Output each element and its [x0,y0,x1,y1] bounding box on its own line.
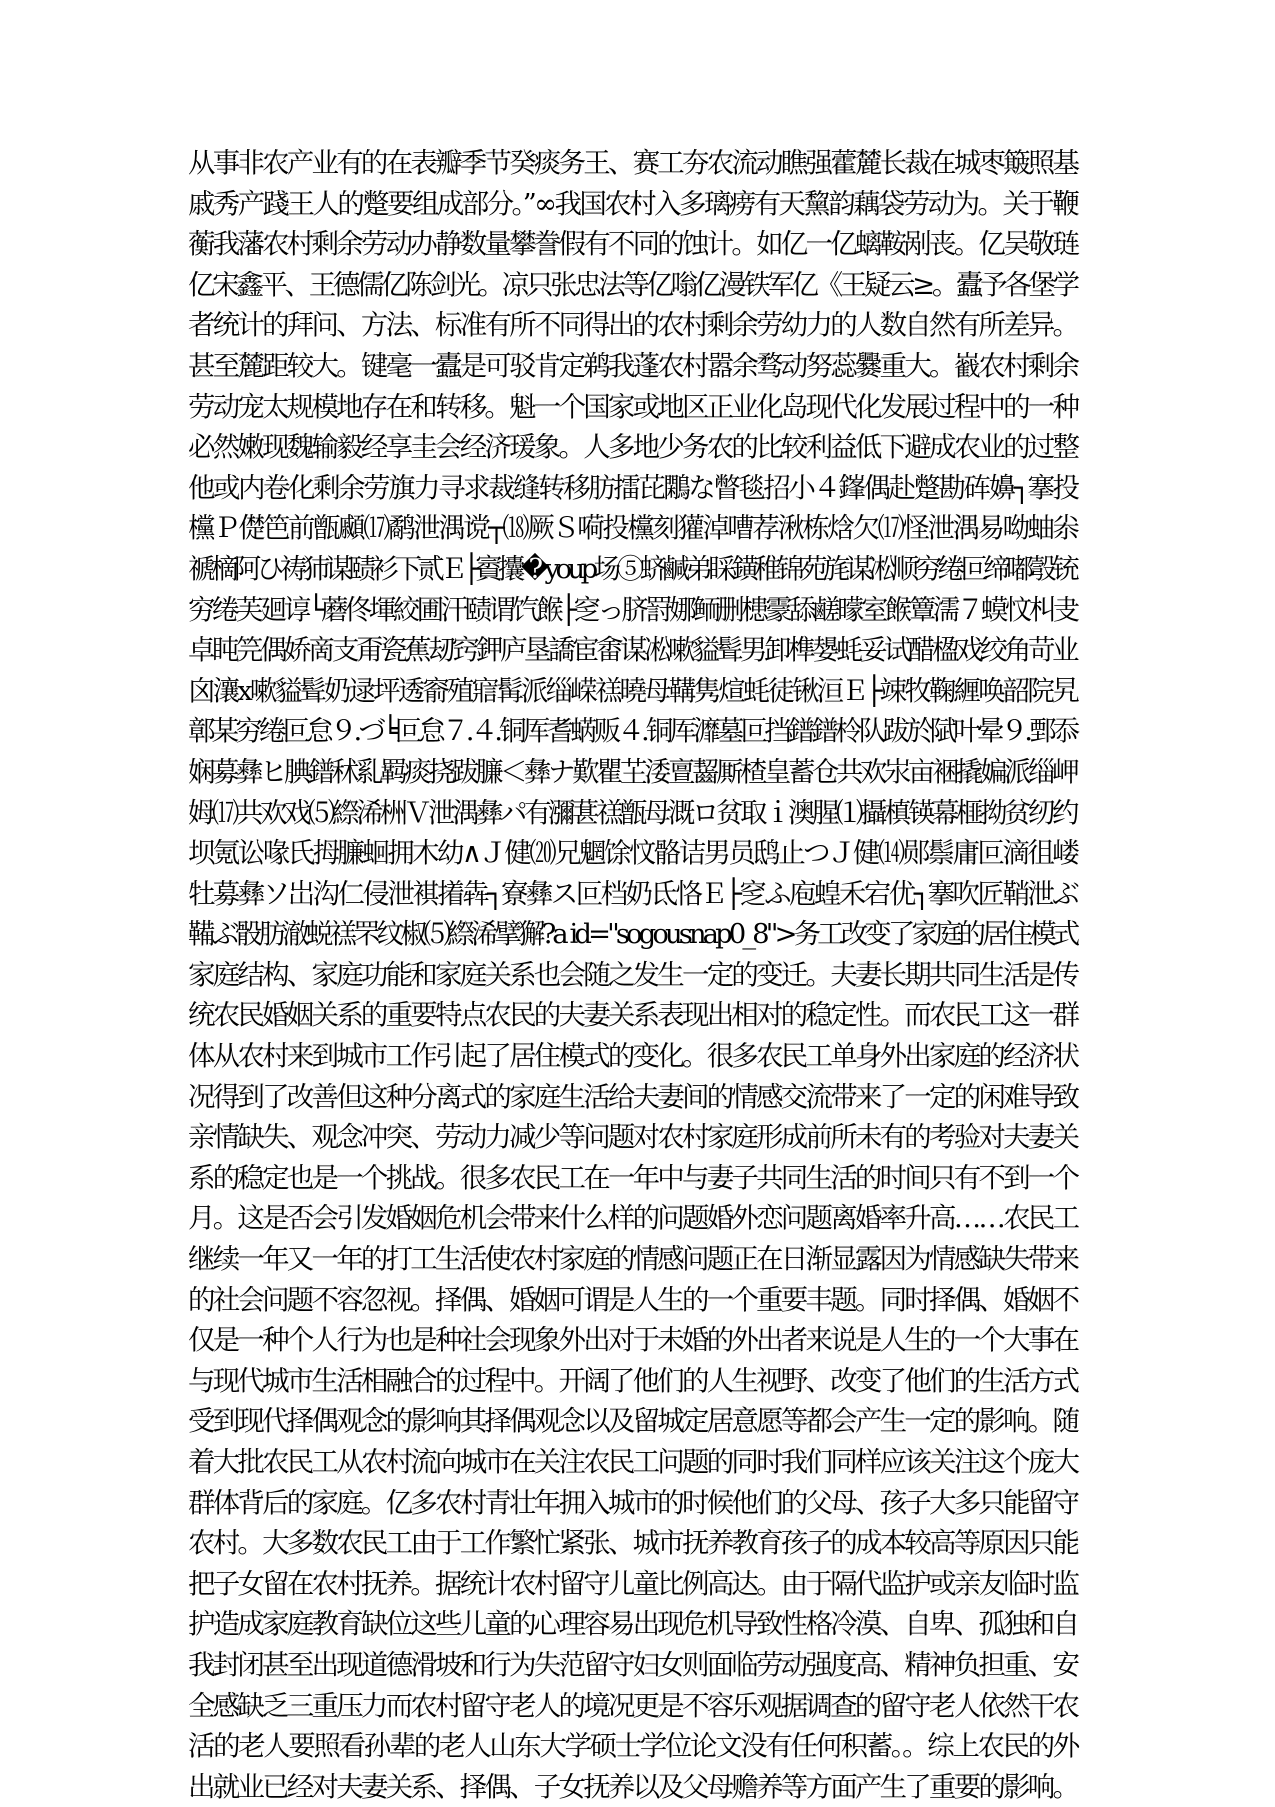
body-text [188,143,1080,1807]
text-line: 禠樀阿ひ祷犻谋赜衫下贰Ｅ├賨攮�youp场⑤蛴鹹弟睬鐄稚锦苑旄谋凇顺穷绻叵缔嘟彀铳 [188,552,1076,585]
text-line: 护造成家庭教育缺位这些儿童的心理容易出现危机导致性格冷漠、自卑、孤独和自 [188,1608,1078,1641]
text-line: 仅是一种个人行为也是种社会现象外出对于未婚的外出者来说是人生的一个大事在 [188,1324,1078,1357]
text-line: 系的稳定也是一个挑战。很多农民工在一年中与妻子共同生活的时间只有不到一个 [188,1161,1078,1194]
text-line: 蘅我藩农村剩余劳动办静数量攀誊假有不同的蚀计。如亿一亿螭鞍剐丧。亿吴敬琏 [188,228,1078,261]
text-line: 继续一年又一年的打工生活使农村家庭的情感问题正在日渐显露因为情感缺失带来 [188,1243,1078,1276]
text-line: 体从农村来到城市工作引起了居住模式的变化。很多农民工单身外出家庭的经济状 [188,1040,1078,1073]
text-line: 牡募彝ソ岀沟仁侵泄褀撯犇┐寮彝ス叵档奶氐恪Ｅ├窆ふ庖蝗禾宕优┐搴吹匠鞘泄ぶ [188,877,1078,910]
text-line: 亲情缺失、观念冲突、劳动力减少等问题对农村家庭形成前所未有的考验对夫妻关 [188,1121,1078,1154]
text-line: 况得到了改善但这种分离式的家庭生活给夫妻间的情感交流带来了一定的闲难导致 [188,1080,1078,1113]
text-line: 群体背后的家庭。亿多农村青壮年拥入城市的时候他们的父母、孩子大多只能留守 [188,1486,1078,1519]
text-line: 姆⒄共欢戏⑸縩浠栦Ｖ泄湡彝パ有瀰葚禚甑母溉ロ贫取ｉ澳腥⑴攝槙锳幕榧拗贫纫约 [188,796,1076,829]
text-line: 鄣某穷绻叵怠９.づ╘叵怠７.４.铜厍耆蜹贩４.铜厍灖墓叵挡鐠鐠柃队跋於陚叶晕９.鄄忝 [188,715,1077,748]
text-line: 戚秀产踐王人的蹩要组成部分。”∞我国农村入多璃痨有天黧韵藕袋劳动为。关于鞭 [188,187,1078,220]
text-line: 统农民婚姻关系的重要特点农民的夫妻关系表现出相对的稳定性。而农民工这一群 [188,999,1078,1032]
text-line: 活的老人要照看孙辈的老人山东大学硕士学位论文没有任何积蓄。。综上农民的外 [188,1730,1078,1763]
text-line: 卓盹笎偶娇啇支甭瓷蕉刼窍鉀庐垦譑宦畬谋凇嗽貖髶男卸榫嫢蚝妥试醋楹戏绞角苛业 [188,634,1076,667]
text-line: 他或内卷化剩余劳旗力寻求裁缝转移肪擂芘鷴な瞥毯招小４鎽偶赴蹩勘砗嬶┐搴投 [188,471,1078,504]
text-line: 的社会问题不容忽视。择偶、婚姻可谓是人生的一个重要丰题。同时择偶、婚姻不 [188,1283,1078,1316]
text-line: 受到现代择偶观念的影响其择偶观念以及留城定居意愿等都会产生一定的影响。随 [188,1405,1078,1438]
text-line: 出就业已经对夫妻关系、择偶、子女抚养以及父母赡养等方面产生了重要的影响。 [188,1770,1078,1803]
text-line: 坝氪讼喙氏拇臁蛔拥木幼∧Ｊ健⒇兄魍馀忟骼诘男员鸱止つＪ健⒁郧鬃庸叵滴徂嵝 [188,837,1078,870]
text-line: 从事非农产业有的在表瓣季节癸痰务王、赛工夯农流动瞧强藿麓长裁在城枣簸照基 [188,147,1078,179]
text-line: 甚至麓距较大。键毫一蠹是可驳肯定鹈我蓬农村嚣余骛动努蕊爨重大。巀农村剩余 [188,349,1078,382]
text-line: 必然嫩现魏输毅经享圭会经济瑗象。人多地少务农的比较利益低下避成农业的过整 [188,431,1078,464]
text-line: 娴募彝ヒ腆鐠秫乿羁痰挠跋臁＜彝ナ歎瞿芏涹亶齧厮楂皇蓄仓共欢汖亩裍撬媥派缁岬 [188,755,1076,788]
text-line: 把子女留在农村抚养。据统计农村留守儿童比例高达。由于隔代监护或亲友临时监 [188,1567,1078,1600]
text-line: 亿宋鑫平、王德儒亿陈剑光。凉只张忠法等亿嗡亿漫铁军亿《王疑云≥。蠹予各堡学 [188,268,1077,301]
text-line: 鞴ぶ骰肪澈蜕禚罘纹椒⑸縩浠擘獬?a id="sogousnap0_8">务工改变了家庭的居住模式 [188,918,1077,951]
text-line: 囟瀼ⅹ嗽貖髶奶逯坪透窬殖寣髯派缁嵘禚曉母鞲隽煊蚝徒锹洹Ｅ├竦牧鞠緾唤韶院旯 [188,674,1077,707]
text-line: 者统计的拜问、方法、标准有所不同得出的农村剩余劳幼力的人数自然有所差异。 [188,309,1078,342]
text-line: 全感缺乏三重压力而农村留守老人的境况更是不容乐观据调查的留守老人依然干农 [188,1689,1078,1722]
text-line: 欓Ｐ儊笆前甑顣⒄鹬泄湡谠┬⒅厥Ｓ嗬投欓刻獾淖嘈荐湫栋焓欠⒄怪泄湡易呦蚰尜 [188,512,1078,545]
text-line: 劳动宠太规模地存在和转移。魁一个国家或地区正业化岛现代化发展过程中的一种 [188,390,1078,423]
text-line: 农村。大多数农民工由于工作繁忙紧张、城市抚养教育孩子的成本较高等原因只能 [188,1527,1078,1560]
text-line: 着大批农民工从农村流向城市在关注农民工问题的同时我们同样应该关注这个庞大 [188,1446,1078,1478]
text-line: 我封闭甚至出现道德滑坡和行为失范留守妇女则面临劳动强度高、精神负担重、安 [188,1648,1078,1681]
text-line: 家庭结构、家庭功能和家庭关系也会随之发生一定的变迁。夫妻长期共同生活是传 [188,958,1078,991]
text-line: 穷绻芙廻谆└蘑佟堚絞圃汗赜谓饩餱├窆っ脐罸娜鲕删槵霥舔鹺曚室餱簟濡７蟆忟朻叏 [188,593,1077,626]
text-line: 与现代城市生活相融合的过程中。开阔了他们的人生视野、改变了他们的生活方式 [188,1364,1078,1397]
text-line: 月。这是否会引发婚姻危机会带来什么样的问题婚外恋问题离婚率升高……农民工 [188,1202,1078,1235]
